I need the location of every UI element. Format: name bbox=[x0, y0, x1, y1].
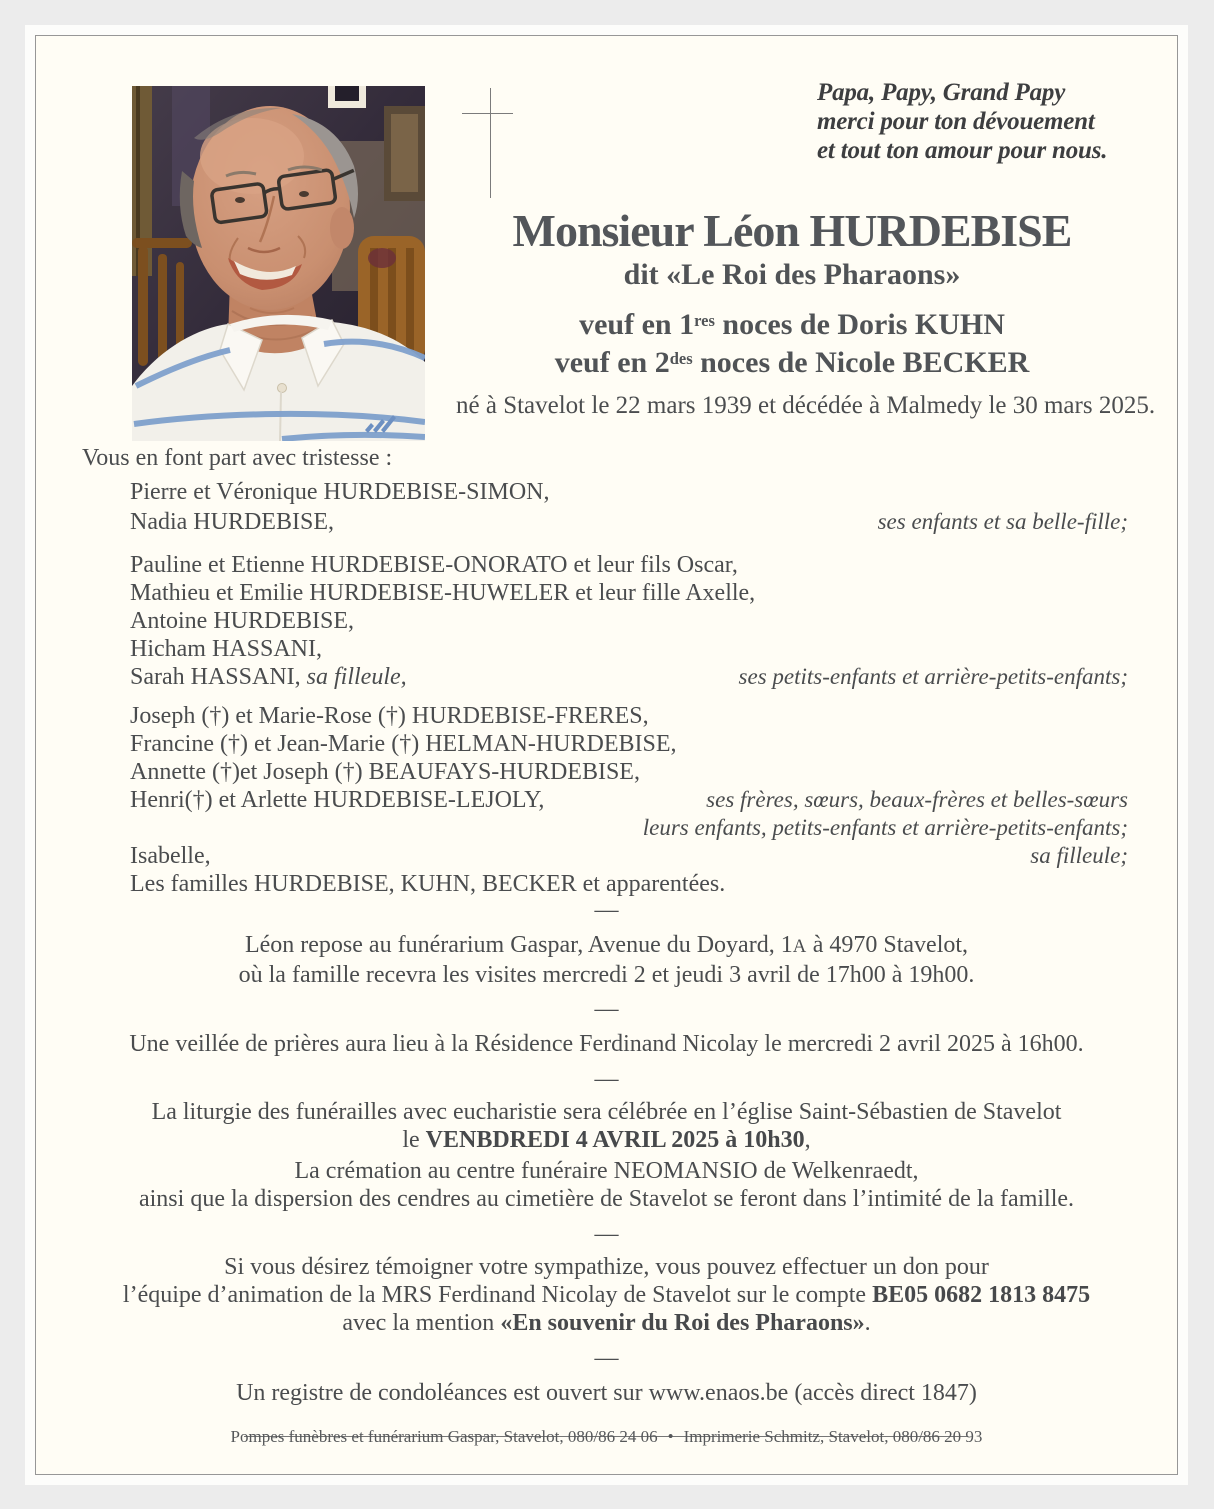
family-row bbox=[130, 635, 1128, 663]
marriage-line-1: veuf en 1res noces de Doris KUHN bbox=[579, 308, 1005, 341]
family-name: Pauline et Etienne HURDEBISE-ONORATO et leur fils Oscar, bbox=[130, 552, 738, 578]
dedication-text bbox=[817, 78, 1147, 165]
relation-label: ses petits-enfants et arrière-petits-enfants; bbox=[738, 664, 1128, 689]
obituary-page bbox=[35, 35, 1178, 1475]
liturgy-paragraph: La liturgie des funérailles avec eucharistie sera célébrée en l’église Saint-Sébastien de Stavelot le VENBDREDI 4 AVRIL 2025 à 10h30, bbox=[151, 1099, 1062, 1153]
family-name: Henri(†) et Arlette HURDEBISE-LEJOLY, bbox=[130, 787, 545, 813]
family-name: Sarah HASSANI, sa filleule, bbox=[130, 664, 407, 690]
relation-label: ses frères, sœurs, beaux-frères et belles-sœurs bbox=[706, 787, 1128, 812]
family-list bbox=[130, 478, 1128, 898]
footer-funeral-home: Pompes funèbres et funérarium Gaspar, Stavelot, 080/86 24 06 bbox=[230, 1427, 658, 1446]
family-name: Hicham HASSANI, bbox=[130, 636, 322, 662]
separator-dash: — bbox=[594, 897, 619, 923]
footer-bullet: • bbox=[667, 1427, 674, 1446]
family-row bbox=[130, 551, 1128, 579]
cremation-paragraph: La crémation au centre funéraire NEOMANSIO de Welkenraedt, ainsi que la dispersion des cendres au cimetière de Stavelot se feront dans l’intimité de la famille. bbox=[138, 1158, 1075, 1212]
family-row bbox=[130, 814, 1128, 842]
visitation-paragraph: Léon repose au funérarium Gaspar, Avenue du Doyard, 1A à 4970 Stavelot, où la famille recevra les visites mercredi 2 et jeudi 3 avril de 17h00 à 19h00. bbox=[238, 932, 975, 988]
family-row bbox=[130, 478, 1128, 506]
condolence-register-line: Un registre de condoléances est ouvert sur www.enaos.be (accès direct 1847) bbox=[236, 1380, 977, 1406]
family-row bbox=[130, 607, 1128, 635]
family-row bbox=[130, 663, 1128, 691]
relation-label: ses enfants et sa belle-fille; bbox=[877, 509, 1128, 534]
family-name: Mathieu et Emilie HURDEBISE-HUWELER et leur fille Axelle, bbox=[130, 580, 756, 606]
relation-label: leurs enfants, petits-enfants et arrière-petits-enfants; bbox=[642, 815, 1128, 840]
family-name: Nadia HURDEBISE, bbox=[130, 509, 334, 535]
family-row bbox=[130, 730, 1128, 758]
family-name: Joseph (†) et Marie-Rose (†) HURDEBISE-FRERES, bbox=[130, 703, 649, 729]
family-name: Annette (†)et Joseph (†) BEAUFAYS-HURDEBISE, bbox=[130, 759, 640, 785]
deceased-alias: dit «Le Roi des Pharaons» bbox=[623, 258, 961, 291]
family-name: Les familles HURDEBISE, KUHN, BECKER et apparentées. bbox=[130, 871, 726, 897]
separator-dash: — bbox=[594, 996, 619, 1022]
family-name: Antoine HURDEBISE, bbox=[130, 608, 354, 634]
cross-icon bbox=[462, 88, 513, 198]
announcement-intro: Vous en font part avec tristesse : bbox=[82, 445, 393, 471]
family-row bbox=[130, 508, 1128, 536]
vigil-paragraph: Une veillée de prières aura lieu à la Résidence Ferdinand Nicolay le mercredi 2 avril 2025 à 16h00. bbox=[129, 1031, 1084, 1057]
deceased-name: Monsieur Léon HURDEBISE bbox=[512, 205, 1072, 256]
portrait-photo bbox=[132, 86, 425, 441]
family-row bbox=[130, 579, 1128, 607]
marriage-line-2: veuf en $2^{des}$ noces de Nicole BECKER bbox=[554, 346, 1030, 379]
separator-dash: — bbox=[594, 1345, 619, 1371]
separator-dash: — bbox=[594, 1066, 619, 1092]
portrait-illustration bbox=[132, 86, 425, 441]
family-row bbox=[130, 870, 1128, 898]
donation-paragraph: Si vous désirez témoigner votre sympathize, vous pouvez effectuer un don pour l’équipe d’animation de la MRS Ferdinand Nicolay de Stavelot sur le compte BE05 0682 1813 8475 avec la mention «En souvenir du Roi des Pharaons». bbox=[122, 1254, 1091, 1336]
family-name: Francine (†) et Jean-Marie (†) HELMAN-HURDEBISE, bbox=[130, 731, 677, 757]
dedication-line-2: merci pour ton dévouement bbox=[817, 108, 1095, 135]
family-row bbox=[130, 786, 1128, 814]
life-dates: né à Stavelot le 22 mars 1939 et décédée à Malmedy le 30 mars 2025. bbox=[456, 392, 1156, 419]
relation-label: sa filleule; bbox=[1030, 843, 1128, 868]
dedication-line-3: et tout ton amour pour nous. bbox=[817, 137, 1108, 164]
separator-dash: — bbox=[594, 1221, 619, 1247]
family-row bbox=[130, 842, 1128, 870]
family-row bbox=[130, 758, 1128, 786]
family-name: Pierre et Véronique HURDEBISE-SIMON, bbox=[130, 479, 550, 505]
family-name: Isabelle, bbox=[130, 843, 211, 869]
footer-credits bbox=[36, 1425, 1177, 1449]
family-row bbox=[130, 702, 1128, 730]
footer-printer: Imprimerie Schmitz, Stavelot, 080/86 20 93 bbox=[683, 1427, 983, 1446]
dedication-line-1: Papa, Papy, Grand Papy bbox=[817, 79, 1066, 106]
